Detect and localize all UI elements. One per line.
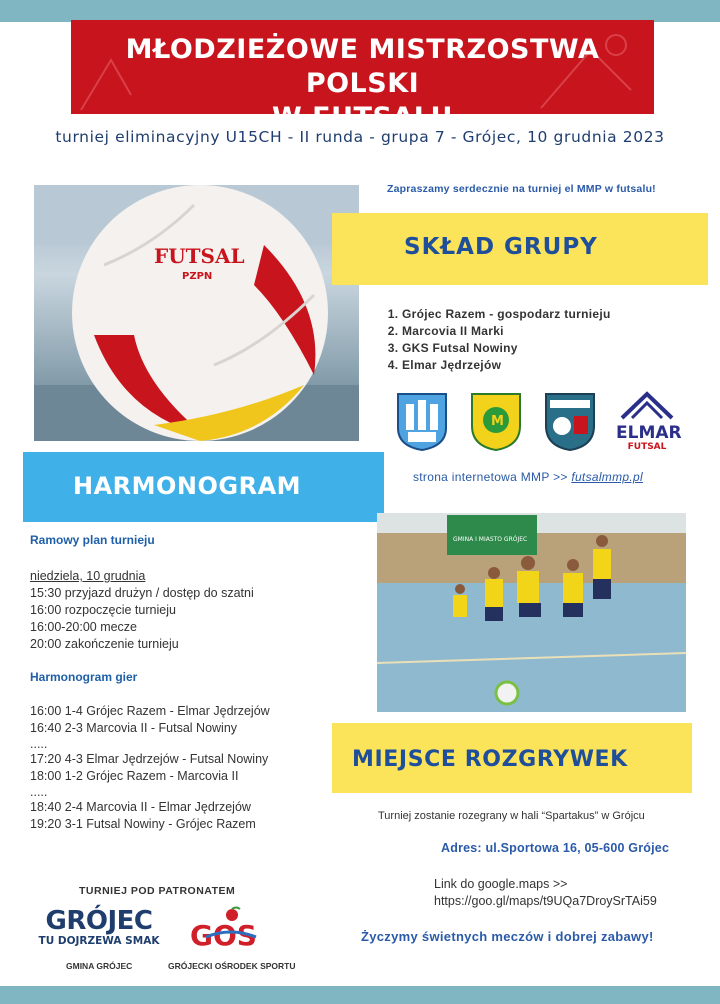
website-link[interactable]: futsalmmp.pl (571, 470, 643, 484)
team-item: 3. GKS Futsal Nowiny (402, 340, 704, 357)
futsal-nowiny-crest-icon (544, 392, 596, 457)
svg-text:M: M (491, 414, 504, 429)
grojec-logo-text: GRÓJEC (45, 906, 153, 936)
wish-text: Życzymy świetnych meczów i dobrej zabawy! (361, 929, 654, 944)
gos-logo-icon (186, 907, 274, 953)
futsal-ball-photo (34, 185, 359, 441)
game-item: 16:00 1-4 Grójec Razem - Elmar Jędrzejów (30, 704, 270, 718)
team-item: 4. Elmar Jędrzejów (402, 357, 704, 374)
schedule-heading-box (23, 452, 384, 522)
team-list (384, 306, 704, 374)
venue-heading-box (332, 723, 692, 793)
maps-link[interactable]: https://goo.gl/maps/t9UQa7DroySrTAi59 (434, 894, 657, 908)
game-separator: ..... (30, 785, 48, 799)
elmar-futsal-logo-icon (616, 392, 682, 452)
match-photo (377, 513, 686, 712)
game-item: 16:40 2-3 Marcovia II - Futsal Nowiny (30, 721, 238, 735)
team-item: 2. Marcovia II Marki (402, 323, 704, 340)
grojec-logo (33, 907, 165, 947)
ball-brand-text: FUTSAL (154, 244, 245, 268)
invite-text: Zapraszamy serdecznie na turniej el MMP w futsalu! (387, 183, 656, 195)
elmar-sub: FUTSAL (627, 442, 667, 452)
grojec-caption: GMINA GRÓJEC (66, 961, 133, 971)
ball-sub-text: PZPN (182, 271, 213, 282)
marki-crest-icon (470, 392, 522, 457)
schedule-text (30, 532, 330, 833)
plan-item: 15:30 przyjazd drużyn / dostęp do szatni (30, 586, 254, 600)
schedule-heading: HARMONOGRAM (73, 472, 302, 500)
game-item: 19:20 3-1 Futsal Nowiny - Grójec Razem (30, 817, 256, 831)
maps-block (434, 876, 657, 910)
gos-logo-text: GOS (190, 919, 257, 952)
group-heading-box (332, 213, 708, 285)
futsal-ball-icon (34, 185, 359, 441)
website-prefix: strona internetowa MMP >> (413, 470, 572, 484)
maps-label: Link do google.maps >> (434, 877, 568, 891)
bottom-band (0, 986, 720, 1004)
title-banner (71, 20, 654, 133)
gos-caption: GRÓJECKI OŚRODEK SPORTU (168, 961, 296, 971)
title-line-1: MŁODZIEŻOWE MISTRZOSTWA POLSKI (125, 34, 600, 99)
plan-item: 16:00 rozpoczęcie turnieju (30, 603, 176, 617)
plan-day: niedziela, 10 grudnia (30, 569, 146, 583)
games-heading: Harmonogram gier (30, 670, 138, 684)
title-line-2: W FUTSALU (272, 102, 453, 133)
subtitle: turniej eliminacyjny U15CH - II runda - grupa 7 - Grójec, 10 grudnia 2023 (55, 128, 665, 146)
website-line (413, 470, 643, 484)
grojec-crest-icon (396, 392, 448, 457)
grojec-tagline: TU DOJRZEWA SMAK (38, 935, 160, 947)
game-item: 18:00 1-2 Grójec Razem - Marcovia II (30, 769, 239, 783)
plan-heading: Ramowy plan turnieju (30, 533, 155, 547)
game-item: 17:20 4-3 Elmar Jędrzejów - Futsal Nowiny (30, 752, 269, 766)
elmar-text: ELMAR (616, 423, 682, 443)
plan-item: 16:00-20:00 mecze (30, 620, 138, 634)
photo-banner-text: GMINA I MIASTO GRÓJEC (453, 536, 528, 543)
top-band (0, 0, 720, 22)
venue-heading: MIEJSCE ROZGRYWEK (352, 747, 628, 772)
patronage-heading: TURNIEJ POD PATRONATEM (79, 885, 236, 897)
plan-item: 20:00 zakończenie turnieju (30, 637, 179, 651)
gos-logo (186, 907, 274, 953)
group-heading: SKŁAD GRUPY (404, 234, 598, 260)
game-item: 18:40 2-4 Marcovia II - Elmar Jędrzejów (30, 800, 251, 814)
team-item: 1. Grójec Razem - gospodarz turnieju (402, 306, 704, 323)
venue-address: Adres: ul.Sportowa 16, 05-600 Grójec (441, 841, 670, 855)
game-separator: ..... (30, 737, 48, 751)
venue-hall-text: Turniej zostanie rozegrany w hali “Spartakus” w Grójcu (378, 810, 645, 822)
